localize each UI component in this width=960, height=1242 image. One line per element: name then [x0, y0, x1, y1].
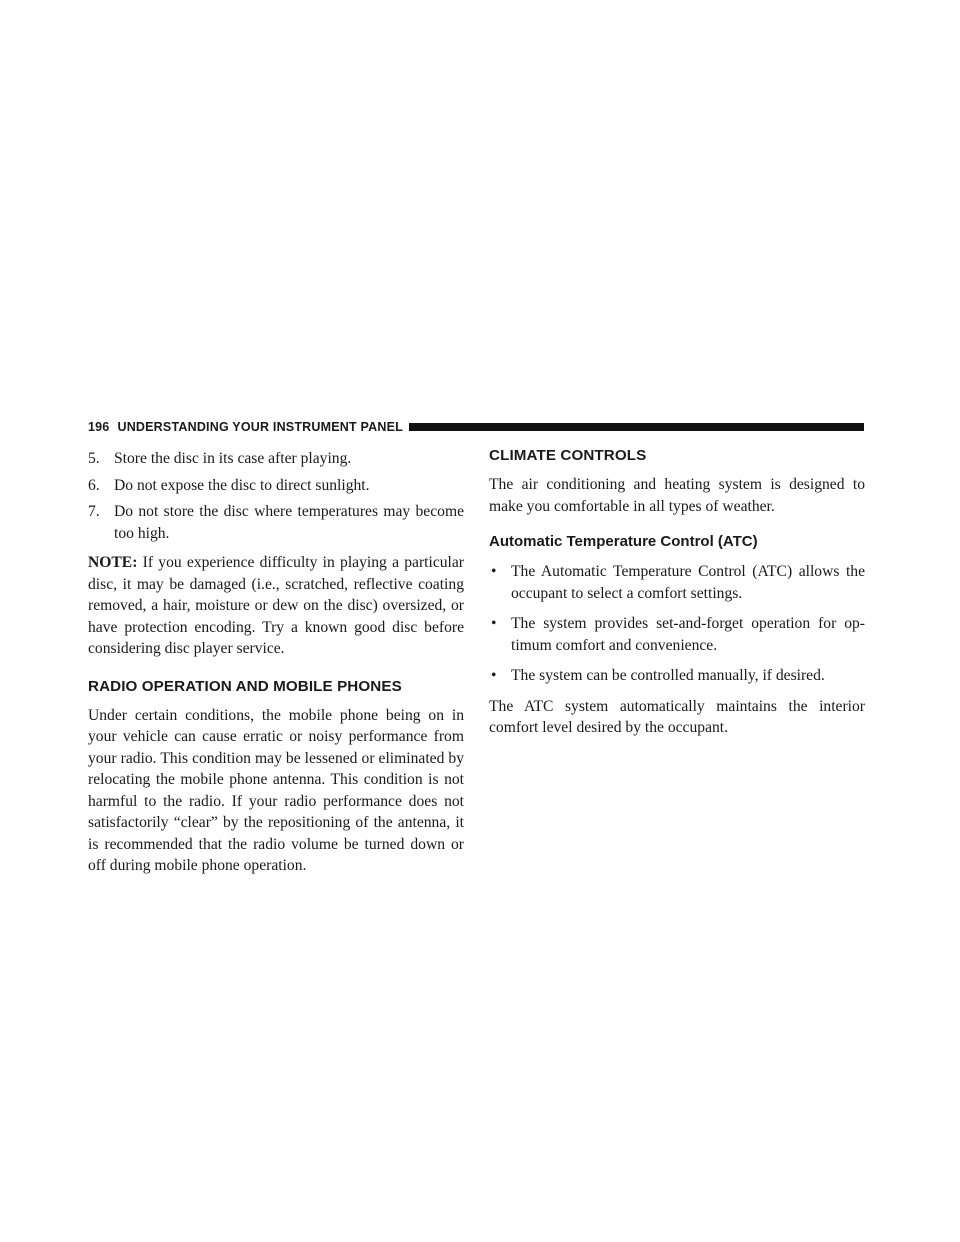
list-text: Do not store the disc where temperatures may become too high.: [114, 503, 464, 542]
bullet-mark: •: [491, 615, 497, 632]
note-label: NOTE:: [88, 554, 138, 571]
list-number: 7.: [88, 503, 100, 520]
bullet-text: The system can be controlled manually, if desired.: [511, 667, 825, 684]
bullet-item: [489, 561, 865, 604]
list-number: 5.: [88, 450, 100, 467]
list-item: [88, 475, 464, 497]
bullet-item: [489, 665, 865, 687]
note-paragraph: [88, 552, 464, 660]
header-rule: [409, 423, 864, 431]
bullet-mark: •: [491, 563, 497, 580]
climate-heading: CLIMATE CONTROLS: [489, 447, 647, 464]
atc-paragraph: The ATC system automatically maintains the interior comfort level desired by the occupant.: [489, 697, 865, 736]
page-header: [88, 419, 864, 435]
bullet-text: The system provides set-and-forget operation for op-timum comfort and convenience.: [511, 615, 865, 654]
right-column: [489, 448, 865, 739]
radio-heading: RADIO OPERATION AND MOBILE PHONES: [88, 677, 402, 695]
climate-paragraph: The air conditioning and heating system is designed to make you comfortable in all types of weather.: [489, 476, 865, 515]
list-item: [88, 501, 464, 544]
list-item: [88, 448, 464, 470]
list-text: Do not expose the disc to direct sunlight.: [114, 476, 370, 494]
list-text: Store the disc in its case after playing.: [114, 450, 352, 467]
list-number: 6.: [88, 476, 100, 494]
atc-heading: Automatic Temperature Control (ATC): [489, 533, 758, 550]
section-title: UNDERSTANDING YOUR INSTRUMENT PANEL: [117, 420, 403, 434]
bullet-item: [489, 613, 865, 656]
bullet-text: The Automatic Temperature Control (ATC) allows the occupant to select a comfort settings.: [511, 563, 865, 602]
note-text: If you experience difficulty in playing a particular disc, it may be damaged (i.e., scratched, reflective coating removed, a hair, moisture or dew on the disc) oversized, or have protection encoding. Try a known good disc before considering disc player service.: [88, 554, 464, 657]
bullet-mark: •: [491, 667, 497, 684]
left-column: [88, 448, 464, 877]
radio-paragraph: Under certain conditions, the mobile phone being on in your vehicle can cause erratic or noisy performance from your radio. This condition may be lessened or eliminated by relocating the mobile phone antenna. This condition is not harmful to the radio. If your radio performance does not satisfactorily “clear” by the repositioning of the antenna, it is recommended that the radio volume be turned down or off during mobile phone operation.: [88, 706, 464, 874]
page-number: 196: [88, 420, 110, 434]
